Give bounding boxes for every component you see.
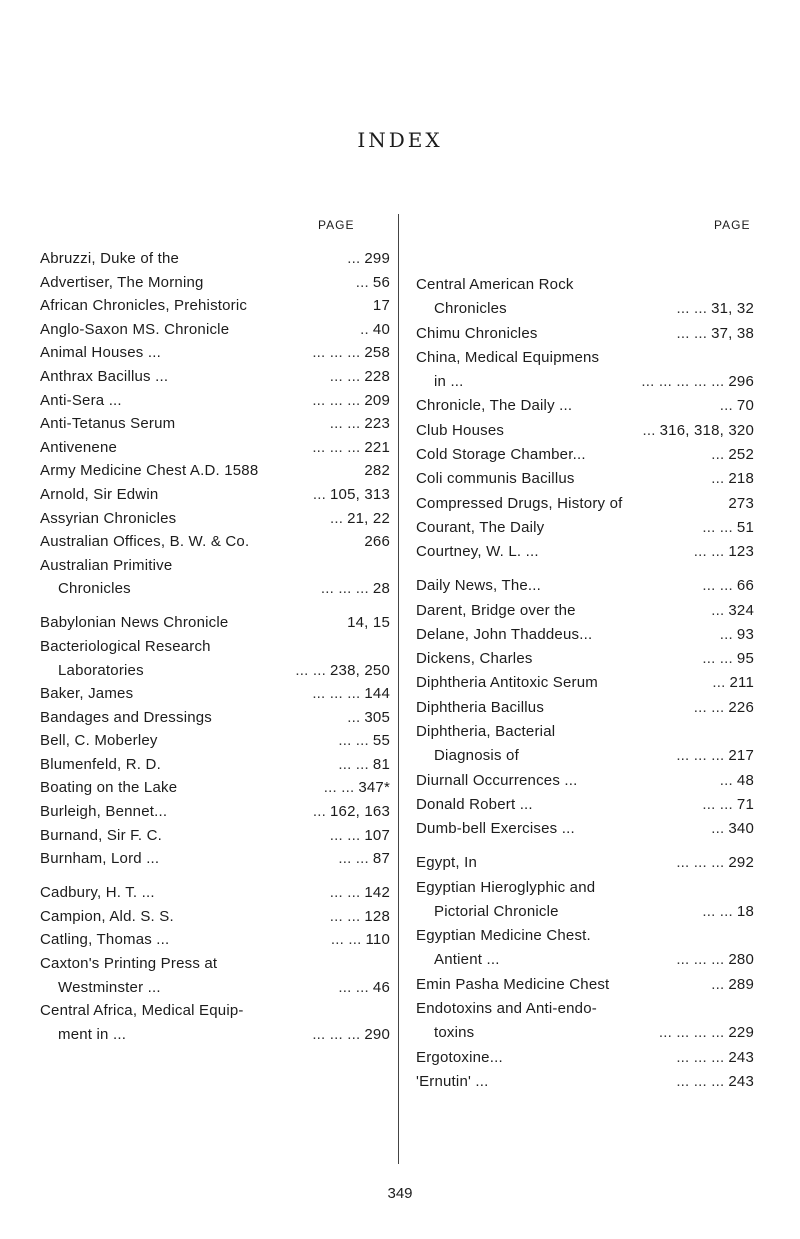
- index-entry: [416, 925, 754, 947]
- entry-leader-dots: ...: [711, 820, 725, 838]
- index-entry: [416, 1071, 754, 1093]
- index-entry: [40, 777, 390, 799]
- entry-leader-dots: ...: [719, 397, 733, 415]
- entry-leader-dots: ... ...: [323, 779, 355, 797]
- entry-text: Pictorial Chronicle: [434, 902, 559, 920]
- entry-text: in ...: [434, 373, 464, 391]
- entry-leader-dots: ...: [312, 803, 326, 821]
- entry-page-number: 280: [728, 951, 754, 969]
- entry-page-number: 226: [728, 698, 754, 716]
- entry-leader-dots: ... ...: [330, 931, 362, 949]
- index-entry: [40, 342, 390, 364]
- entry-page-number: 87: [372, 850, 390, 868]
- entry-page-number: 162, 163: [330, 803, 390, 821]
- index-entry: [416, 274, 754, 296]
- entry-page-number: 56: [372, 273, 390, 291]
- index-entry: [40, 754, 390, 776]
- entry-page-number: 218: [728, 470, 754, 488]
- index-entry: [416, 648, 754, 670]
- entry-text: Bandages and Dressings: [40, 708, 213, 726]
- entry-text: Australian Primitive: [40, 556, 173, 574]
- entry-text: Chronicle, The Daily ...: [416, 397, 573, 415]
- index-entry: [416, 877, 754, 899]
- entry-text: Campion, Ald. S. S.: [40, 907, 174, 925]
- entry-text: Babylonian News Chronicle: [40, 614, 229, 632]
- entry-page-number: 21, 22: [347, 509, 390, 527]
- entry-page-number: 340: [728, 820, 754, 838]
- entry-text: Chimu Chronicles: [416, 324, 538, 342]
- index-entry: [416, 818, 754, 840]
- entry-page-number: 252: [728, 446, 754, 464]
- entry-page-number: 81: [372, 755, 390, 773]
- entry-page-number: 123: [728, 543, 754, 561]
- entry-text: Cadbury, H. T. ...: [40, 884, 155, 902]
- entry-leader-dots: ... ... ...: [312, 1025, 361, 1043]
- entry-page-number: 17: [372, 297, 390, 315]
- entry-page-number: 14, 15: [347, 614, 390, 632]
- entry-page-number: 266: [364, 533, 390, 551]
- entry-leader-dots: ...: [712, 674, 726, 692]
- entry-text: Diurnall Occurrences ...: [416, 771, 578, 789]
- right-column: [416, 274, 754, 1095]
- index-entry: [416, 624, 754, 646]
- index-entry: [40, 366, 390, 388]
- entry-page-number: 70: [736, 397, 754, 415]
- entry-leader-dots: ... ...: [676, 300, 708, 318]
- entry-text: Dickens, Charles: [416, 650, 533, 668]
- entry-text: Compressed Drugs, History of: [416, 494, 623, 512]
- entry-page-number: 243: [728, 1072, 754, 1090]
- index-entry: [416, 672, 754, 694]
- index-entry: [40, 390, 390, 412]
- entry-leader-dots: ...: [312, 485, 326, 503]
- index-entry: [40, 413, 390, 435]
- index-entry: [416, 395, 754, 417]
- entry-page-number: 144: [364, 685, 390, 703]
- entry-text: Laboratories: [58, 661, 144, 679]
- entry-page-number: 223: [364, 415, 390, 433]
- index-entry: [40, 555, 390, 577]
- entry-leader-dots: ... ... ...: [676, 951, 725, 969]
- entry-text: Courant, The Daily: [416, 518, 545, 536]
- index-entry: [416, 901, 754, 923]
- index-entry: [40, 295, 390, 317]
- entry-leader-dots: ...: [719, 771, 733, 789]
- index-entry: [416, 600, 754, 622]
- index-entry: [40, 683, 390, 705]
- entry-page-number: 282: [364, 462, 390, 480]
- entry-leader-dots: ... ... ...: [676, 1072, 725, 1090]
- entry-page-number: 40: [372, 320, 390, 338]
- entry-leader-dots: ... ... ... ... ...: [641, 373, 725, 391]
- entry-text: Baker, James: [40, 685, 134, 703]
- index-entry: [40, 929, 390, 951]
- index-entry: [40, 1000, 390, 1022]
- entry-leader-dots: ... ... ...: [676, 854, 725, 872]
- entry-page-number: 142: [364, 884, 390, 902]
- entry-page-number: 28: [372, 580, 390, 598]
- entry-text: 'Ernutin' ...: [416, 1072, 489, 1090]
- entry-leader-dots: ... ... ... ...: [658, 1024, 725, 1042]
- entry-text: Donald Robert ...: [416, 795, 533, 813]
- entry-text: Anglo-Saxon MS. Chronicle: [40, 320, 230, 338]
- entry-text: Anti-Sera ...: [40, 391, 122, 409]
- entry-text: Diphtheria, Bacterial: [416, 723, 556, 741]
- index-entry: [416, 298, 754, 320]
- entry-leader-dots: ... ...: [338, 755, 369, 773]
- index-entry: [40, 660, 390, 682]
- entry-leader-dots: ... ... ...: [676, 747, 725, 765]
- index-entry: [416, 541, 754, 563]
- index-entry: [40, 953, 390, 975]
- entry-leader-dots: ... ...: [702, 795, 733, 813]
- entry-leader-dots: ...: [355, 273, 369, 291]
- entry-page-number: 46: [372, 978, 390, 996]
- entry-leader-dots: ...: [347, 708, 361, 726]
- entry-text: Catling, Thomas ...: [40, 931, 170, 949]
- entry-text: Boating on the Lake: [40, 779, 178, 797]
- entry-text: Anti-Tetanus Serum: [40, 415, 176, 433]
- entry-page-number: 107: [364, 826, 390, 844]
- index-entry: [416, 347, 754, 369]
- entry-page-number: 51: [736, 518, 754, 536]
- entry-leader-dots: ... ...: [329, 907, 361, 925]
- entry-text: Courtney, W. L. ...: [416, 543, 539, 561]
- index-entry: [40, 906, 390, 928]
- entry-text: Cold Storage Chamber...: [416, 446, 586, 464]
- index-entry: [416, 794, 754, 816]
- entry-leader-dots: ... ... ...: [320, 580, 369, 598]
- entry-page-number: 243: [728, 1048, 754, 1066]
- index-entry: [40, 531, 390, 553]
- entry-page-number: 292: [728, 854, 754, 872]
- left-page-header: PAGE: [318, 218, 355, 232]
- entry-leader-dots: ... ...: [329, 884, 361, 902]
- entry-text: Animal Houses ...: [40, 344, 161, 362]
- entry-page-number: 229: [728, 1024, 754, 1042]
- index-entry: [416, 974, 754, 996]
- entry-text: Endotoxins and Anti-endo-: [416, 1000, 597, 1018]
- index-entry: [40, 578, 390, 600]
- entry-page-number: 105, 313: [330, 485, 390, 503]
- index-entry: [416, 745, 754, 767]
- entry-leader-dots: ... ...: [693, 698, 725, 716]
- entry-leader-dots: ... ... ...: [312, 438, 361, 456]
- entry-text: Advertiser, The Morning: [40, 273, 204, 291]
- entry-text: Antivenene: [40, 438, 118, 456]
- entry-page-number: 31, 32: [711, 300, 754, 318]
- entry-page-number: 221: [364, 438, 390, 456]
- index-entry: [40, 612, 390, 634]
- entry-text: Club Houses: [416, 421, 505, 439]
- entry-text: Central Africa, Medical Equip-: [40, 1002, 244, 1020]
- index-entry: [40, 248, 390, 270]
- entry-text: Bacteriological Research: [40, 637, 211, 655]
- entry-page-number: 238, 250: [330, 661, 390, 679]
- entry-text: Australian Offices, B. W. & Co.: [40, 533, 250, 551]
- entry-page-number: 217: [728, 747, 754, 765]
- entry-page-number: 37, 38: [711, 324, 754, 342]
- entry-text: African Chronicles, Prehistoric: [40, 297, 248, 315]
- entry-text: Abruzzi, Duke of the: [40, 250, 180, 267]
- entry-text: Caxton's Printing Press at: [40, 955, 218, 973]
- index-entry: [416, 998, 754, 1020]
- index-entry: [40, 977, 390, 999]
- index-entry: [416, 1047, 754, 1069]
- entry-page-number: 95: [736, 650, 754, 668]
- entry-page-number: 347*: [358, 779, 390, 797]
- entry-text: Diphtheria Bacillus: [416, 698, 545, 716]
- entry-leader-dots: ... ...: [702, 577, 733, 595]
- entry-page-number: 66: [736, 577, 754, 595]
- entry-text: Assyrian Chronicles: [40, 509, 177, 527]
- entry-page-number: 324: [728, 601, 754, 619]
- entry-text: Anthrax Bacillus ...: [40, 367, 169, 385]
- entry-leader-dots: ... ... ...: [676, 1048, 725, 1066]
- entry-leader-dots: ..: [360, 320, 369, 338]
- entry-page-number: 18: [736, 902, 754, 920]
- entry-leader-dots: ... ...: [693, 543, 725, 561]
- entry-leader-dots: ... ...: [338, 850, 369, 868]
- entry-leader-dots: ... ...: [338, 978, 369, 996]
- index-entry: [40, 801, 390, 823]
- entry-page-number: 93: [736, 625, 754, 643]
- entry-text: Central American Rock: [416, 276, 574, 293]
- column-divider: [398, 214, 399, 1164]
- page-number: 349: [387, 1185, 413, 1202]
- entry-text: China, Medical Equipmens: [416, 348, 600, 366]
- entry-text: Darent, Bridge over the: [416, 601, 576, 619]
- index-entry: [40, 730, 390, 752]
- entry-text: Arnold, Sir Edwin: [40, 485, 159, 503]
- entry-text: Diphtheria Antitoxic Serum: [416, 674, 598, 692]
- index-entry: [416, 468, 754, 490]
- entry-text: toxins: [434, 1024, 475, 1042]
- index-entry: [40, 484, 390, 506]
- entry-page-number: 305: [364, 708, 390, 726]
- entry-leader-dots: ...: [711, 601, 725, 619]
- index-entry: [40, 508, 390, 530]
- entry-text: Burnand, Sir F. C.: [40, 826, 162, 844]
- entry-text: ment in ...: [58, 1025, 127, 1043]
- index-entry: [416, 697, 754, 719]
- index-entry: [40, 272, 390, 294]
- index-entry: [416, 371, 754, 393]
- index-entry: [416, 949, 754, 971]
- entry-leader-dots: ...: [347, 250, 361, 267]
- index-entry: [40, 707, 390, 729]
- left-column: [40, 248, 390, 1047]
- index-entry: [416, 852, 754, 874]
- entry-leader-dots: ... ...: [329, 415, 361, 433]
- page-title: INDEX: [357, 128, 443, 152]
- entry-text: Chronicles: [434, 300, 507, 318]
- entry-page-number: 296: [728, 373, 754, 391]
- entry-leader-dots: ... ...: [338, 732, 369, 750]
- entry-leader-dots: ... ...: [702, 650, 733, 668]
- entry-text: Emin Pasha Medicine Chest: [416, 975, 610, 993]
- entry-text: Egyptian Medicine Chest.: [416, 927, 591, 945]
- entry-page-number: 316, 318, 320: [659, 421, 754, 439]
- entry-page-number: 289: [728, 975, 754, 993]
- entry-page-number: 209: [364, 391, 390, 409]
- entry-page-number: 48: [736, 771, 754, 789]
- entry-leader-dots: ... ... ...: [312, 391, 361, 409]
- entry-text: Daily News, The...: [416, 577, 542, 595]
- entry-leader-dots: ...: [711, 446, 725, 464]
- entry-page-number: 110: [365, 931, 390, 949]
- entry-page-number: 299: [364, 250, 390, 267]
- index-entry: [416, 770, 754, 792]
- entry-page-number: 71: [736, 795, 754, 813]
- entry-text: Burleigh, Bennet...: [40, 803, 168, 821]
- entry-text: Egypt, In: [416, 854, 478, 872]
- right-entry-list: [416, 274, 754, 1093]
- index-entry: [416, 444, 754, 466]
- left-entry-list: [40, 248, 390, 1046]
- index-entry: [416, 517, 754, 539]
- entry-leader-dots: ...: [711, 975, 725, 993]
- entry-text: Ergotoxine...: [416, 1048, 503, 1066]
- index-entry: [40, 437, 390, 459]
- entry-leader-dots: ... ...: [329, 367, 361, 385]
- entry-page-number: 228: [364, 367, 390, 385]
- entry-leader-dots: ... ...: [329, 826, 361, 844]
- entry-text: Delane, John Thaddeus...: [416, 625, 593, 643]
- index-entry: [416, 323, 754, 345]
- entry-leader-dots: ... ...: [295, 661, 326, 679]
- entry-text: Bell, C. Moberley: [40, 732, 158, 750]
- entry-page-number: 290: [364, 1025, 390, 1043]
- index-entry: [40, 319, 390, 341]
- index-entry: [416, 493, 754, 515]
- entry-leader-dots: ... ...: [702, 518, 733, 536]
- index-entry: [40, 636, 390, 658]
- entry-page-number: 273: [728, 494, 754, 512]
- index-entry: [416, 721, 754, 743]
- entry-leader-dots: ... ... ...: [312, 344, 361, 362]
- entry-text: Egyptian Hieroglyphic and: [416, 878, 596, 896]
- entry-text: Burnham, Lord ...: [40, 850, 160, 868]
- index-entry: [40, 848, 390, 870]
- entry-text: Westminster ...: [58, 978, 161, 996]
- entry-page-number: 128: [364, 907, 390, 925]
- index-entry: [40, 460, 390, 482]
- entry-page-number: 211: [729, 674, 754, 692]
- entry-leader-dots: ... ...: [702, 902, 733, 920]
- entry-text: Dumb-bell Exercises ...: [416, 820, 575, 838]
- entry-page-number: 55: [372, 732, 390, 750]
- right-page-header: PAGE: [714, 218, 751, 232]
- entry-text: Diagnosis of: [434, 747, 519, 765]
- entry-leader-dots: ...: [711, 470, 725, 488]
- entry-text: Antient ...: [434, 951, 500, 969]
- index-entry: [40, 825, 390, 847]
- entry-page-number: 258: [364, 344, 390, 362]
- entry-leader-dots: ... ... ...: [312, 685, 361, 703]
- index-entry: [40, 882, 390, 904]
- entry-leader-dots: ...: [719, 625, 733, 643]
- entry-text: Coli communis Bacillus: [416, 470, 575, 488]
- entry-text: Blumenfeld, R. D.: [40, 755, 161, 773]
- entry-leader-dots: ...: [642, 421, 656, 439]
- entry-text: Army Medicine Chest A.D. 1588: [40, 462, 259, 480]
- index-entry: [416, 420, 754, 442]
- entry-leader-dots: ...: [329, 509, 344, 527]
- entry-leader-dots: ... ...: [676, 324, 708, 342]
- index-entry: [416, 575, 754, 597]
- index-entry: [416, 1022, 754, 1044]
- entry-text: Chronicles: [58, 580, 131, 598]
- index-entry: [40, 1024, 390, 1046]
